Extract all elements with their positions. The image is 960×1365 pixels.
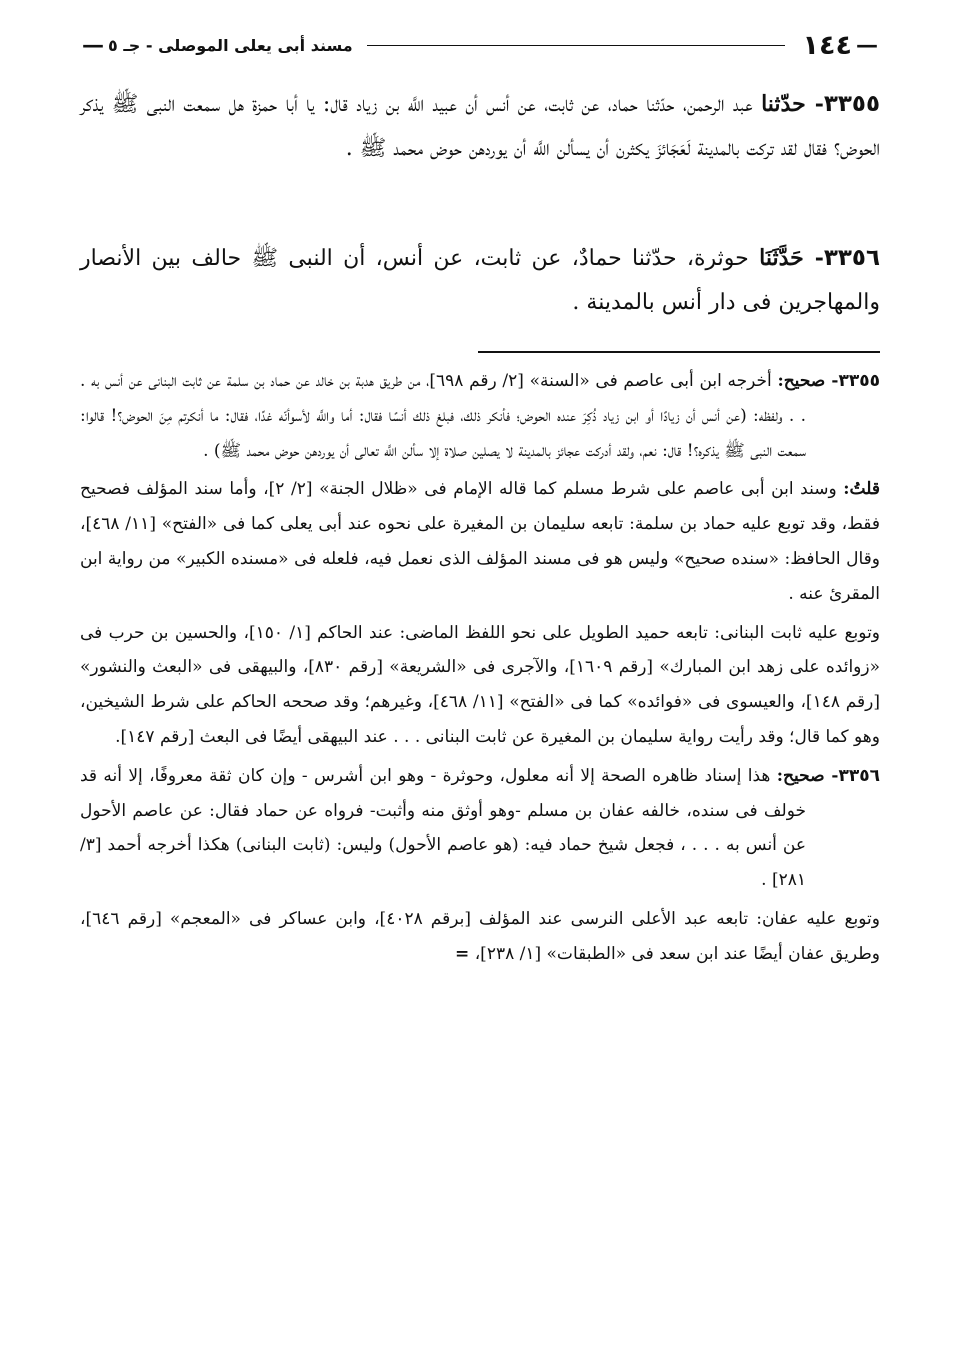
footnote-grade: - صحيح:: [776, 765, 839, 786]
footnote-text: أخرجه ابن أبى عاصم فى «السنة» [٢/ رقم ٦٩٨]، من طريق هدبة بن خالد عن حماد بن سلمة عن ثابت البنانى عن أنس به . . . ولفظه: (عن أنس أن زيادًا أو ابن زياد ذُكِرَ عنده الحوض؛ فأنكر ذلك، فبلغ ذلك أنسًا فقال: أما واللَّه لأسوأنّه غدًا، فقال: ما أنكرتم مِنَ الحوض؟! قالوا: سمعت النبى ﷺ يذكره؟! قال: نعم، ولقد أدركت عجائز بالمدينة لا يصلين صلاة إلا سألن اللَّه تعالى أن يوردهن حوض محمد ﷺ) .: [80, 371, 806, 461]
header-dash-right: —: [856, 32, 878, 58]
footnote-paragraph: [80, 902, 880, 972]
footnote-text: وسند ابن أبى عاصم على شرط مسلم كما قاله الإمام فى «ظلال الجنة» [٢/ ٢]، وأما سند المؤلف فصحيح فقط، وقد توبع عليه حماد بن سلمة: تابعه سليمان بن المغيرة على نحوه عند أبى يعلى كما فى «الفتح» [١١/ ٤٦٨]، وقال الحافظ: «سنده صحيح» وليس هو فى مسند المؤلف الذى نعمل فيه، فلعله فى «مسنده الكبير» من رواية ابن المقرئ عنه .: [80, 479, 881, 604]
footnote-qultu: [80, 472, 880, 611]
hadith-isnad-lead: - حَدَّثَنَا: [759, 245, 824, 271]
running-header: [78, 30, 882, 60]
footnote-number: ٣٣٥٦: [838, 765, 881, 786]
footnote-3356: [80, 759, 880, 898]
footnote-text: هذا إسناد ظاهره الصحة إلا أنه معلول، وحوثرة - وهو ابن أشرس - وإن كان ثقة معروفًا، إلا أنه قد خولف فى سنده، خالفه عفان بن مسلم -وهو أوثق منه وأثبت- فرواه عن حماد فقال: عن عاصم الأحول عن أنس به . . . ، فجعل شيخ حماد فيه: (هو عاصم الأحول) وليس: (ثابت البنانى) هكذا أخرجه أحمد [٣/ ٢٨١] .: [80, 765, 806, 891]
header-rule: [367, 45, 785, 46]
footnote-text: وتوبع عليه عفان: تابعه عبد الأعلى النرسى عند المؤلف [برقم ٤٠٢٨]، وابن عساكر فى «المعجم» [رقم ٦٤٦]، وطريق عفان أيضًا عند ابن سعد فى «الطبقات» [١/ ٢٣٨]،: [80, 908, 880, 964]
hadith-text: حوثرة، حدّثنا حمادٌ، عن ثابت، عن أنس، أن النبى ﷺ حالف بين الأنصار والمهاجرين فى دار أنس بالمدينة .: [80, 246, 880, 315]
footnote-paragraph: [80, 616, 880, 755]
footnotes: [80, 364, 880, 976]
footnote-text: وتوبع عليه ثابت البنانى: تابعه حميد الطويل على نحو اللفظ الماضى: عند الحاكم [١/ ١٥٠]، والحسين بن حرب فى «زوائده على زهد ابن المبارك» [رقم ١٦٠٩]، والآجرى فى «الشريعة» [رقم ٨٣٠]، والبيهقى فى «البعث والنشور» [رقم ١٤٨]، والعيسوى فى «فوائده» كما فى «الفتح» [١١/ ٤٦٨]، وغيرهم؛ وقد صححه الحاكم على شرط الشيخين، وهو كما قال؛ وقد رأيت رواية سليمان بن المغيرة عن ثابت البنانى . . . عند البيهقى أيضًا فى البعث [رقم ١٤٧].: [80, 622, 881, 747]
hadith-number: ٣٣٥٥: [823, 91, 880, 117]
hadith-text: عبد الرحمن، حدّثنا حماد، عن ثابت، عن أنس أن عبيد اللَّه بن زياد قال: يا أبا حمزة هل سمعت النبى ﷺ يذكر الحوض؟ فقال لقد تركت بالمدينة لَعَجَائزَ يكثرن أن يسألن اللَّه أن يوردهن حوض محمد ﷺ .: [80, 92, 880, 161]
hadith-3356: [80, 236, 880, 325]
footnote-3355: [80, 364, 880, 468]
page-number: ١٤٤: [802, 29, 852, 61]
header-dash-left: —: [82, 32, 104, 58]
footnote-label: قلتُ:: [843, 479, 881, 500]
continuation-mark: =: [455, 943, 470, 964]
hadith-number: ٣٣٥٦: [823, 245, 880, 271]
footnote-number: ٣٣٥٥: [838, 371, 880, 391]
hadith-3355: [80, 82, 880, 171]
hadith-isnad-lead: - حدّثنا: [761, 91, 824, 117]
footnote-separator: [478, 351, 880, 353]
book-title: مسند أبى يعلى الموصلى - جـ ٥: [108, 35, 353, 55]
footnote-grade: - صحيح:: [777, 371, 839, 391]
